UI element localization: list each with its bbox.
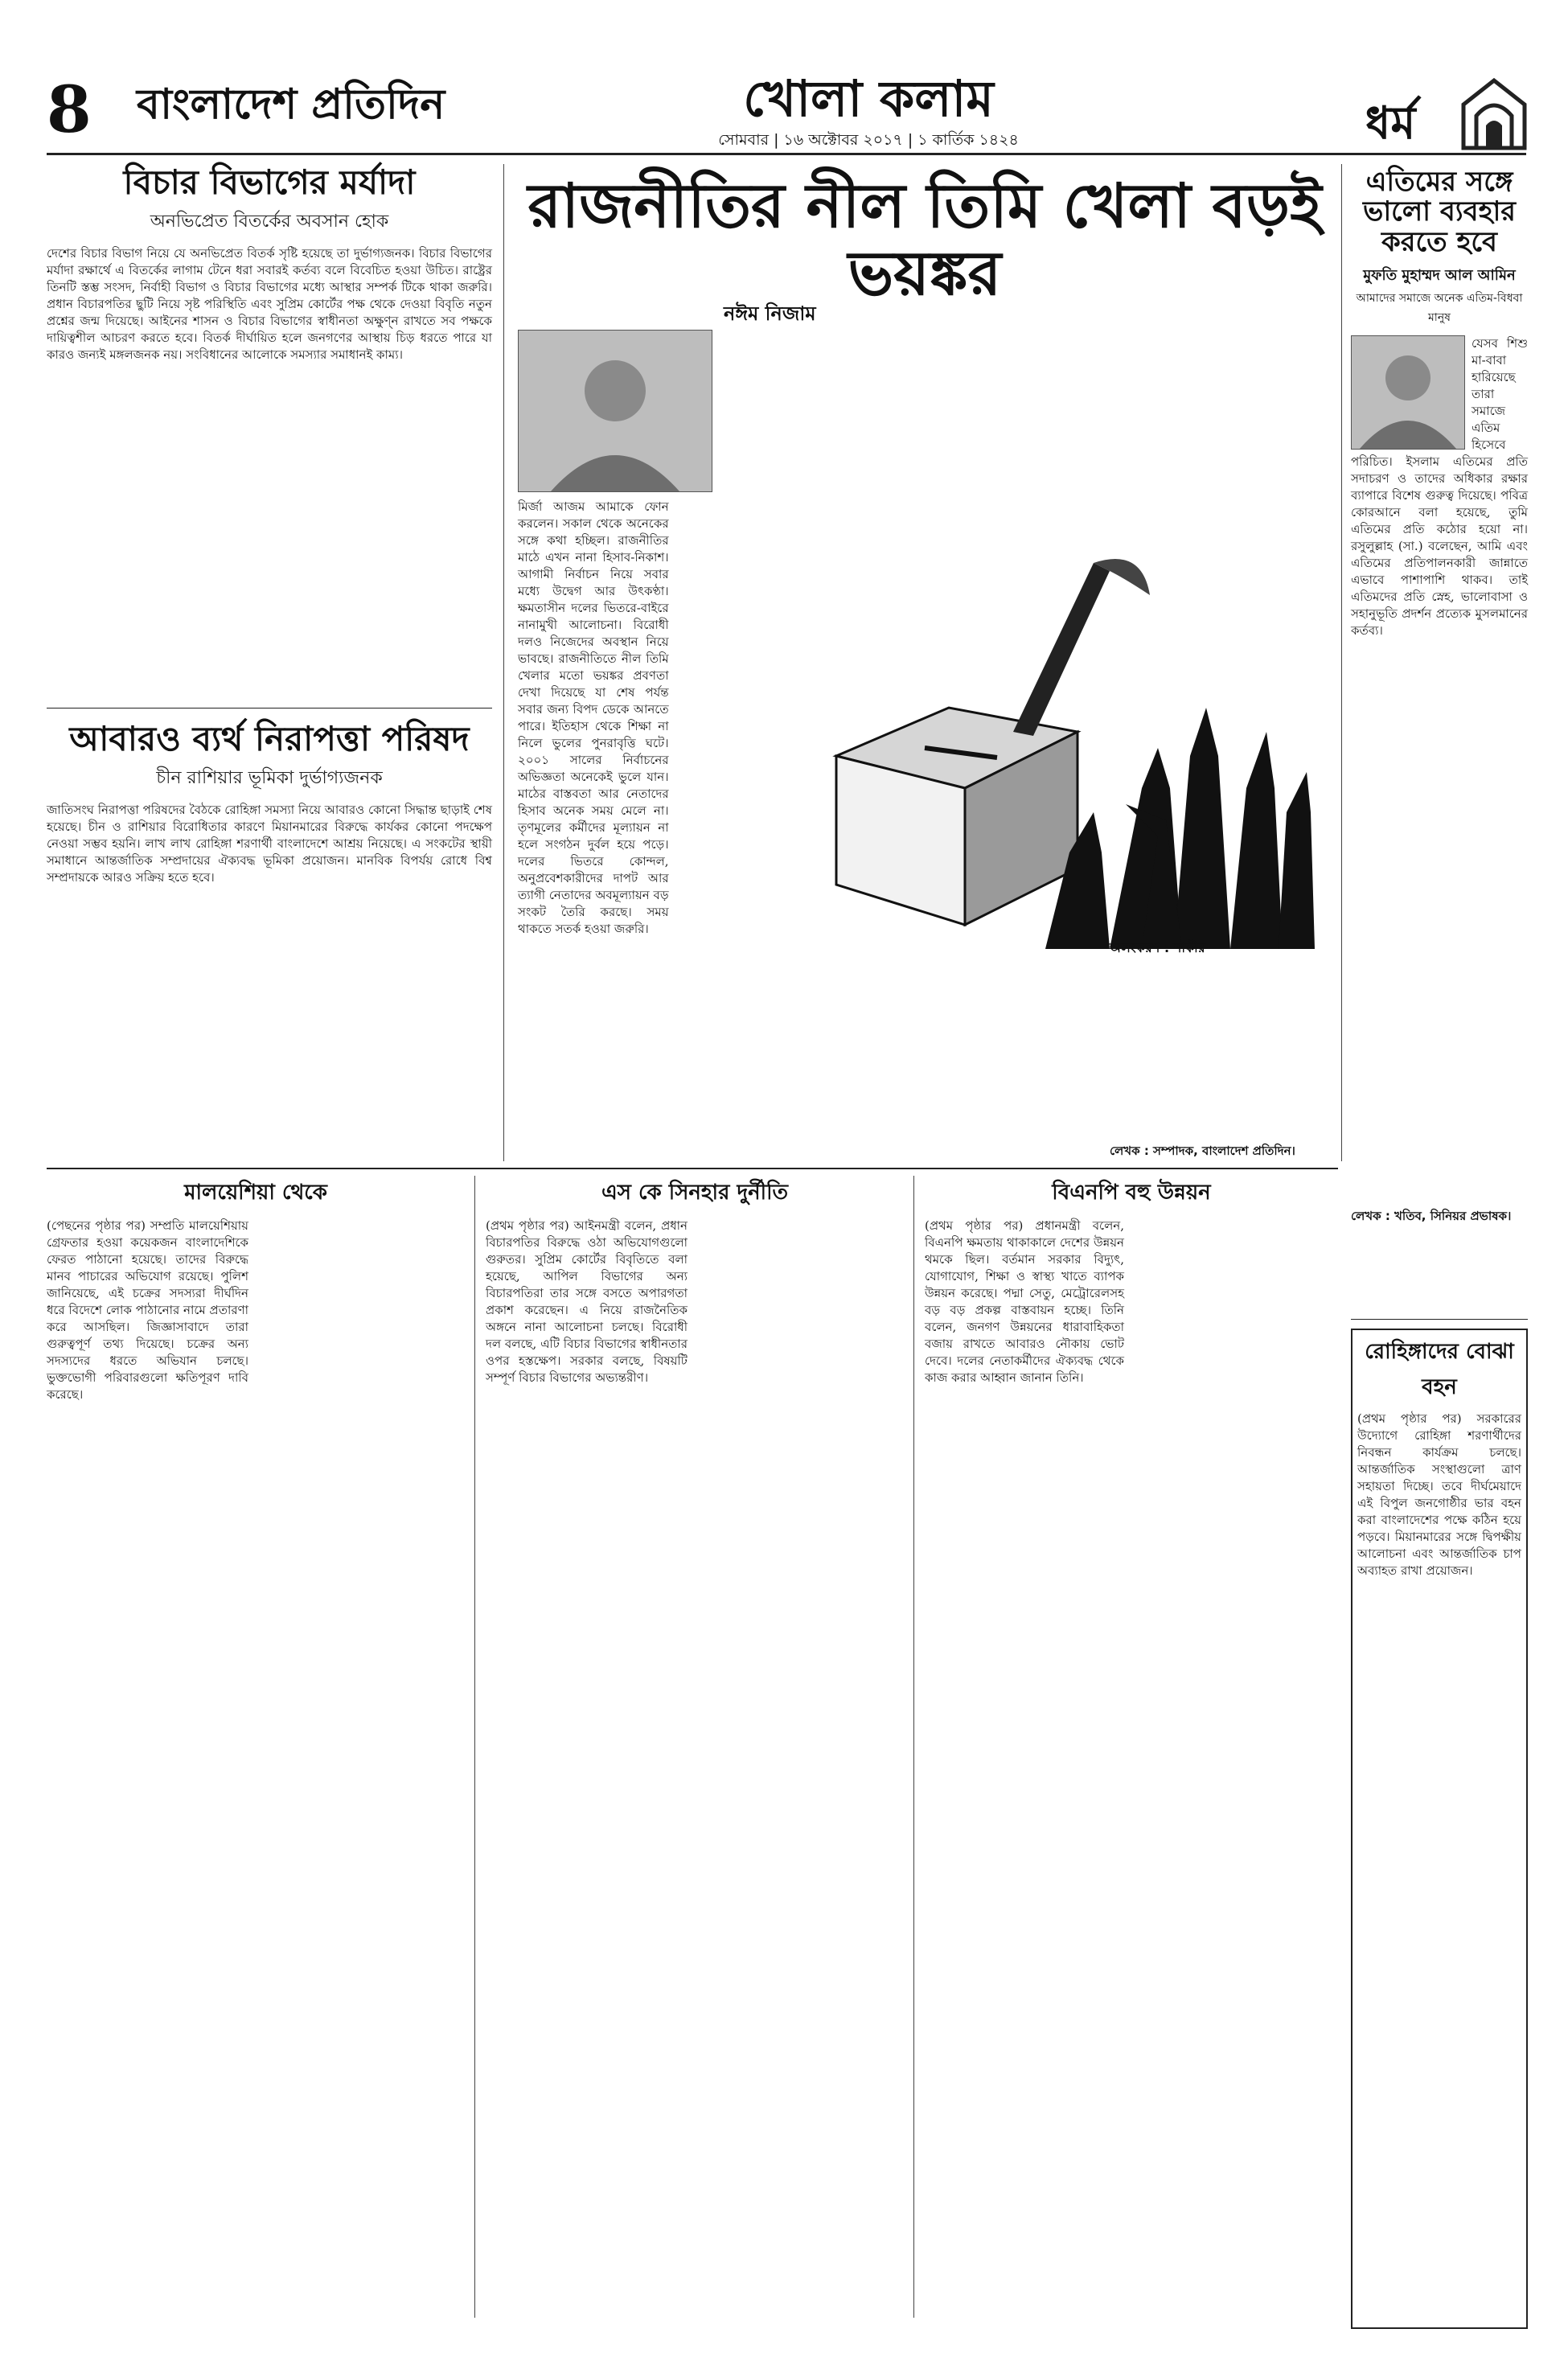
main-headline: রাজনীতির নীল তিমি খেলা বড়ই ভয়ঙ্কর (527, 170, 1322, 309)
editorial-judiciary (47, 164, 492, 740)
religion-author: মুফতি মুহাম্মদ আল আমিন (1363, 267, 1516, 285)
rohingya-body: (প্রথম পৃষ্ঠার পর) সরকারের উদ্যোগে রোহিঙ্গা শরণার্থীদের নিবন্ধন কার্যক্রম চলছে। আন্তর্জাতিক সংস্থাগুলো ত্রাণ সহায়তা দিচ্ছে। তবে দীর্ঘমেয়াদে এই বিপুল জনগোষ্ঠীর ভার বহন করা বাংলাদেশের পক্ষে কঠিন হয়ে পড়বে। মিয়ানমারের সঙ্গে দ্বিপক্ষীয় আলোচনা এবং আন্তর্জাতিক চাপ অব্যাহত রাখা প্রয়োজন। (1357, 1411, 1521, 1578)
bottom-article-malaysia (47, 1176, 465, 2351)
editorial-security-title: আবারও ব্যর্থ নিরাপত্তা পরিষদ (69, 719, 470, 758)
religion-section-label: ধর্ম (1365, 97, 1416, 150)
bottom-article-title: এস কে সিনহার দুর্নীতি (601, 1181, 789, 1205)
editorial-judiciary-body: দেশের বিচার বিভাগ নিয়ে যে অনভিপ্রেত বিতর্ক সৃষ্টি হয়েছে তা দুর্ভাগ্যজনক। বিচার বিভাগের মর্যাদা রক্ষার্থে এ বিতর্কের লাগাম টেনে ধরা সবারই কর্তব্য বলে বিবেচিত হওয়া উচিত। রাষ্ট্রের তিনটি স্তম্ভ সংসদ, নির্বাহী বিভাগ ও বিচার বিভাগের মধ্যে আস্থার সম্পর্ক টিকে থাকা জরুরি। প্রধান বিচারপতির ছুটি নিয়ে সৃষ্ট পরিস্থিতি এবং সুপ্রিম কোর্টের পক্ষ থেকে দেওয়া বিবৃতি নতুন প্রশ্নের জন্ম দিয়েছে। আইনের শাসন ও বিচার বিভাগের স্বাধীনতা অক্ষুণ্ন রাখতে সব পক্ষকে দায়িত্বশীল আচরণ করতে হবে। বিতর্ক দীর্ঘায়িত হলে জনগণের আস্থায় চিড় ধরতে পারে যা কারও জন্যই মঙ্গলজনক নয়। সংবিধানের আলোকে সমস্যার সমাধানই কাম্য। (47, 246, 492, 363)
religion-footer: লেখক : খতিব, সিনিয়র প্রভাষক। (1351, 1209, 1512, 1224)
editorial-security-body: জাতিসংঘ নিরাপত্তা পরিষদের বৈঠকে রোহিঙ্গা সমস্যা নিয়ে আবারও কোনো সিদ্ধান্ত ছাড়াই শেষ হয়েছে। চীন ও রাশিয়ার বিরোধিতার কারণে মিয়ানমারের বিরুদ্ধে কার্যকর কোনো পদক্ষেপ নেওয়া সম্ভব হয়নি। লাখ লাখ রোহিঙ্গা শরণার্থী বাংলাদেশে আশ্রয় নিয়েছে। এ সংকটের স্থায়ী সমাধানে আন্তর্জাতিক সম্প্রদায়ের ঐক্যবদ্ধ ভূমিকা প্রয়োজন। মানবিক বিপর্যয় রোধে বিশ্ব সম্প্রদায়কে আরও সক্রিয় হতে হবে। (47, 803, 492, 885)
section-title: খোলা কলাম (743, 69, 994, 128)
bottom-article-body: (প্রথম পৃষ্ঠার পর) আইনমন্ত্রী বলেন, প্রধান বিচারপতির বিরুদ্ধে ওঠা অভিযোগগুলো গুরুতর। সুপ্রিম কোর্টের বিবৃতিতে বলা হয়েছে, আপিল বিভাগের অন্য বিচারপতিরা তার সঙ্গে বসতে অপারগতা প্রকাশ করেছেন। এ নিয়ে রাজনৈতিক অঙ্গনে নানা আলোচনা চলছে। বিরোধী দল বলছে, এটি বিচার বিভাগের স্বাধীনতার ওপর হস্তক্ষেপ। সরকার বলছে, বিষয়টি সম্পূর্ণ বিচার বিভাগের অভ্যন্তরীণ। (486, 1218, 688, 1385)
bottom-article-sinha (486, 1176, 904, 2351)
editorial-security (47, 721, 492, 1220)
religion-column (1351, 167, 1528, 1227)
main-footer: লেখক : সম্পাদক, বাংলাদেশ প্রতিদিন। (1110, 1144, 1295, 1158)
main-author: নঈম নিজাম (724, 302, 816, 325)
bottom-article-title: মালয়েশিয়া থেকে (184, 1181, 327, 1205)
editorial-security-subtitle: চীন রাশিয়ার ভূমিকা দুর্ভাগ্যজনক (156, 768, 383, 789)
rohingya-column (1351, 1329, 1528, 2329)
author-photo (518, 330, 712, 492)
person-icon (1352, 336, 1464, 449)
bottom-article-title: বিএনপি বহু উন্নয়ন (1052, 1181, 1211, 1205)
religion-title: এতিমের সঙ্গে ভালো ব্যবহার করতে হবে (1362, 166, 1517, 258)
issue-date: সোমবার | ১৬ অক্টোবর ২০১৭ | ১ কার্তিক ১৪২৪ (718, 131, 1019, 149)
newspaper-brand: বাংলাদেশ প্রতিদিন (137, 80, 445, 129)
religion-author-photo (1351, 335, 1465, 450)
religion-body: যেসব শিশু মা-বাবা হারিয়েছে তারা সমাজে এতিম হিসেবে পরিচিত। ইসলাম এতিমের প্রতি সদাচরণ ও তাদের অধিকার রক্ষার ব্যাপারে বিশেষ গুরুত্ব দিয়েছে। পবিত্র কোরআনে বলা হয়েছে, তুমি এতিমের প্রতি কঠোর হয়ো না। রসুলুল্লাহ (সা.) বলেছেন, আমি এবং এতিমের প্রতিপালনকারী জান্নাতে এভাবে পাশাপাশি থাকব। তাই এতিমদের প্রতি স্নেহ, ভালোবাসা ও সহানুভূতি প্রদর্শন প্রত্যেক মুসলমানের কর্তব্য। (1351, 336, 1528, 639)
editorial-judiciary-title: বিচার বিভাগের মর্যাদা (123, 162, 416, 202)
mosque-icon (1460, 77, 1528, 150)
person-icon (519, 331, 712, 491)
main-body: মির্জা আজম আমাকে ফোন করলেন। সকাল থেকে অনেকের সঙ্গে কথা হচ্ছিল। রাজনীতির মাঠে এখন নানা হিসাব-নিকাশ। আগামী নির্বাচন নিয়ে সবার মধ্যে উদ্বেগ আর উৎকণ্ঠা। ক্ষমতাসীন দলের ভিতরে-বাইরে নানামুখী আলোচনা। বিরোধী দলও নিজেদের অবস্থান নিয়ে ভাবছে। রাজনীতিতে নীল তিমি খেলার মতো ভয়ঙ্কর প্রবণতা দেখা দিয়েছে যা শেষ পর্যন্ত সবার জন্য বিপদ ডেকে আনতে পারে। ইতিহাস থেকে শিক্ষা না নিলে ভুলের পুনরাবৃত্তি ঘটে। ২০০১ সালের নির্বাচনের অভিজ্ঞতা অনেকেই ভুলে যান। মাঠের বাস্তবতা আর নেতাদের হিসাব অনেক সময় মেলে না। তৃণমূলের কর্মীদের মূল্যায়ন না হলে সংগঠন দুর্বল হয়ে পড়ে। দলের ভিতরে কোন্দল, অনুপ্রবেশকারীদের দাপট আর ত্যাগী নেতাদের অবমূল্যায়ন বড় সংকট তৈরি করছে। সময় থাকতে সতর্ক হওয়া জরুরি। (518, 499, 669, 936)
page-number: 8 (47, 72, 92, 147)
editorial-judiciary-subtitle: অনভিপ্রেত বিতর্কের অবসান হোক (150, 212, 389, 232)
ballot-illustration (804, 547, 1319, 965)
illustration-credit: অলংকরণ : শাকীর (1110, 940, 1205, 955)
rohingya-title: রোহিঙ্গাদের বোঝা বহন (1365, 1340, 1514, 1399)
ballot-box-icon (804, 547, 1319, 965)
bottom-article-body: (প্রথম পৃষ্ঠার পর) প্রধানমন্ত্রী বলেন, বিএনপি ক্ষমতায় থাকাকালে দেশের উন্নয়ন থমকে ছিল। বর্তমান সরকার বিদ্যুৎ, যোগাযোগ, শিক্ষা ও স্বাস্থ্য খাতে ব্যাপক উন্নয়ন করেছে। পদ্মা সেতু, মেট্রোরেলসহ বড় বড় প্রকল্প বাস্তবায়ন হচ্ছে। তিনি বলেন, জনগণ উন্নয়নের ধারাবাহিকতা বজায় রাখতে আবারও নৌকায় ভোট দেবে। দলের নেতাকর্মীদের ঐক্যবদ্ধ থেকে কাজ করার আহ্বান জানান তিনি। (925, 1218, 1124, 1385)
bottom-article-body: (পেছনের পৃষ্ঠার পর) সম্প্রতি মালয়েশিয়ায় গ্রেফতার হওয়া কয়েকজন বাংলাদেশিকে ফেরত পাঠানো হয়েছে। তাদের বিরুদ্ধে মানব পাচারের অভিযোগ রয়েছে। পুলিশ জানিয়েছে, এই চক্রের সদস্যরা দীর্ঘদিন ধরে বিদেশে লোক পাঠানোর নামে প্রতারণা করে আসছিল। জিজ্ঞাসাবাদে তারা গুরুত্বপূর্ণ তথ্য দিয়েছে। চক্রের অন্য সদস্যদের ধরতে অভিযান চলছে। ভুক্তভোগী পরিবারগুলো ক্ষতিপূরণ দাবি করেছে। (47, 1218, 248, 1402)
bottom-article-bnp (925, 1176, 1338, 2351)
religion-author-note: আমাদের সমাজে অনেক এতিম-বিধবা মানুষ (1356, 292, 1523, 325)
